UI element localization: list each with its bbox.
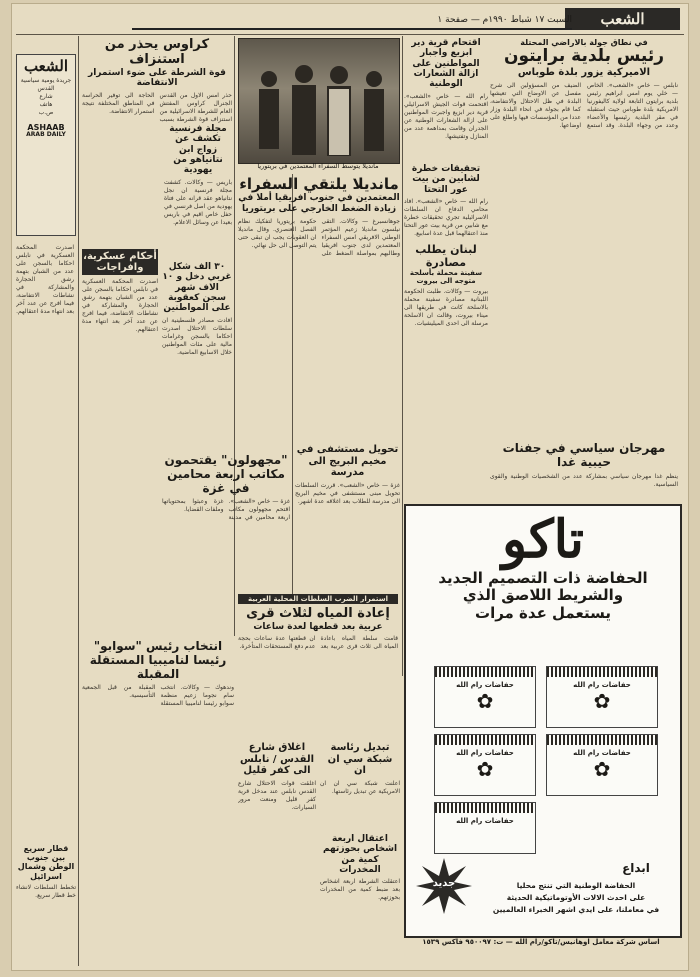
newspaper-page — [12, 4, 688, 970]
sidebar-line: جريدة يومية سياسية — [20, 77, 72, 85]
pack-label: حفاضات رام الله — [456, 749, 514, 757]
pack-label: حفاضات رام الله — [573, 749, 631, 757]
sidebar-logo: الشعب — [23, 57, 69, 75]
flower-icon: ✿ — [593, 757, 611, 782]
people-figures — [239, 39, 399, 163]
article-title: إعادة المياه لثلاث قرى — [246, 606, 390, 621]
article-body: اعلنت شبكة سي ان ان الامريكية عن تبديل رئاستها. — [320, 779, 400, 795]
article-title: مهرجان سياسي في جفنات حيبية غدا — [502, 441, 666, 469]
article-prisons — [82, 249, 158, 628]
article-title: "مجهولون" يقتحمون مكاتب اربعة محامين في غزة — [164, 453, 288, 495]
ad-slogan: في معاملنا، على ايدي اشهر الخبراء العالميين — [492, 905, 660, 914]
pack-label: حفاضات رام الله — [456, 681, 514, 689]
article-title: رئيس بلدية برايتون — [503, 46, 665, 67]
article-body: تخطط السلطات لانشاء خط قطار سريع. — [16, 883, 76, 899]
pack-stripe — [547, 735, 657, 745]
article-detention — [320, 834, 400, 958]
article-subtitle: المعتمدين في جنوب افريقيا أملا في زيادة الضغط الخارجي على بريتوريا — [238, 193, 400, 214]
article-body: اصدرت المحكمة العسكرية في نابلس احكاما بالسجن على عدد من الشبان بتهمة رشق الحجارة والمشاركة في نشاطات الانتفاضة، فيما افرج عن عدد آخر بعد انتهاء مدة اعتقالهم. — [82, 278, 158, 333]
pack-label: حفاضات رام الله — [456, 817, 514, 825]
sidebar-line: هاتف — [39, 101, 53, 109]
sidebar-info — [17, 75, 75, 119]
flower-icon: ✿ — [476, 689, 494, 714]
article-title: اقتحام قرية دير ابزيع واجبار المواطنين على ازالة الشعارات الوطنية — [411, 38, 481, 90]
product-pack — [546, 734, 658, 796]
ad-slogan: على احدث الالات الأوتوماتيكية الحديثة — [506, 893, 646, 902]
article-subtitle: الاميركية يزور بلدة طوباس — [517, 66, 651, 78]
article-body: رام الله — خاص «الشعب». اقتحمت قوات الجيش الاسرائيلي قرية دير ابزيع واجبرت المواطنين على ازالة الشعارات الوطنية عن الجدران وقامت بمداهمة عدد من المنازل وتفتيشها. — [404, 92, 488, 140]
article-body: باريس — وكالات. كشفت مجلة فرنسية ان نجل نتانياهو عقد قرانه على فتاة يهودية من اصل فرنسي في حفل خاص اقيم في باريس بعيدا عن وسائل الاعلام. — [164, 178, 232, 226]
column-rule — [78, 36, 79, 966]
pack-stripe — [435, 735, 535, 745]
date-line: السبت ١٧ شباط ١٩٩٠م — صفحة ١ — [132, 12, 572, 30]
ad-slogan: الحفاضة الوطنية التي تنتج محليا — [516, 881, 636, 890]
article-title: مجلة فرنسية تكشف عن زواج ابن نتانياهو من يهودية — [169, 124, 227, 176]
sidebar-line: شارع — [39, 93, 53, 101]
new-badge — [416, 858, 472, 914]
article-subtitle: سفينة محملة بأسلحة متوجه الى بيروت — [409, 269, 483, 286]
article-body: وندهوك — وكالات. انتخب سام نجوما زعيم منظمة سوابو رئيسا لناميبيا المستقلة المقبلة من قبل الجمعية التأسيسية. — [82, 684, 234, 708]
article-body: نابلس — خاص «الشعب». الخاص — خلي يوم امس ابراهيم رئيس بلدية برايتون التابعة لولاية كاليفورنيا الامريكية بلدة طوباس حيث استقبله في مقر البلدية رئيسها والأعضاء وعدد من وجهاء البلدة. وقد استمع الضيف من المسؤولين الى شرح مفصل عن الاوضاع التي تعيشها البلدة في ظل الاحتلال والانتفاضة، كما قام بجولة في انحاء البلدة وزار عددا من المؤسسات فيها واطلع على اوضاعها. — [490, 82, 678, 130]
flower-icon: ✿ — [476, 757, 494, 782]
article-body: افادت مصادر فلسطينية ان سلطات الاحتلال اصدرت احكاما بالسجن وغرامات مالية على مئات المواطنين خلال الاسابيع الماضية. — [162, 316, 232, 356]
article-water — [238, 594, 398, 735]
product-pack — [434, 734, 536, 796]
new-badge-label: جديد — [432, 878, 456, 889]
article-kicker: في نطاق جولة بالاراضي المحتلة — [520, 38, 648, 47]
ad-tagline: يستعمل عدة مرات — [475, 603, 611, 622]
product-pack — [546, 666, 658, 728]
product-pack — [434, 666, 536, 728]
article-title: مانديلا يلتقي السفراء — [239, 175, 399, 193]
article-body: غزة — خاص «الشعب». قررت السلطات تحويل مبنى مستشفى في مخيم البريج الى مدرسة للطلاب بعد اغلاقه عدة اشهر. — [295, 481, 400, 505]
article-body: اغلقت قوات الاحتلال شارع القدس نابلس عند مدخل قرية كفر قليل ومنعت مرور السيارات. — [238, 779, 316, 811]
mandela-photo — [238, 38, 400, 164]
article-body: قامت سلطة المياه باعادة المياه الى ثلاث قرى عربية بعد ان قطعتها عدة ساعات بحجة عدم دفع المستحقات المتأخرة. — [238, 635, 398, 651]
article-body: جوهانسبرغ — وكالات. التقى نيلسون مانديلا زعيم المؤتمر الوطني الافريقي امس السفراء المعتمدين لدى جنوب افريقيا وطالبهم بمواصلة الضغط على حكومة بريتوريا لتفكيك نظام الفصل العنصري. وقال مانديلا ان العقوبات يجب ان تبقى حتى يتم التوصل الى حل نهائي. — [238, 217, 400, 257]
masthead-sidebar — [16, 54, 76, 236]
photo-caption: مانديلا يتوسط السفراء المعتمدين في بريتوريا — [257, 162, 379, 170]
ad-brand: تاكو — [502, 509, 584, 570]
masthead: الشعب — [565, 8, 680, 30]
article-title: ٣٠ الف شكل غربي دخل و ١٠ الاف شهر سجن كعقوبة على المواطنين — [162, 262, 232, 314]
ad-tagline: الحفاضة ذات التصميم الجديد — [438, 569, 648, 587]
article-title: أحكام عسكرية، وافراجات — [83, 251, 157, 273]
article-title: قطار سريع بين جنوب الوطن وشمال اسرائيل — [17, 844, 75, 881]
article-road — [238, 742, 316, 850]
tako-advert — [404, 504, 682, 938]
article-namibia — [82, 640, 234, 914]
article-lebanon — [404, 244, 488, 488]
article-subtitle: قوة الشرطة على ضوء استمرار الانتفاضة — [88, 67, 226, 89]
article-body: حذر امس الاول من القدس الجنرال كراوس المفتش العام للشرطة الاسرائيلية من استنزاف قوة الشرطة بسبب الحاجة الى توفير الحراسة في المناطق المختلفة نتيجة استمرار الانتفاضة. — [82, 91, 232, 123]
ad-tagline: والشريط اللاصق الذي — [462, 586, 624, 605]
article-subtitle: عربية بعد قطعها لعدة ساعات — [253, 621, 383, 632]
article-body: ينظم غدا مهرجان سياسي بمشاركة عدد من الشخصيات الوطنية والقوى السياسية. — [490, 472, 678, 488]
article-title: انتخاب رئيس "سوابو" رئيسا لناميبيا المستقلة المقبلة — [89, 639, 227, 681]
article-hospital — [295, 444, 400, 582]
article-tour — [490, 38, 678, 462]
product-pack — [434, 802, 536, 854]
article-body: رام الله — خاص «الشعب». افاد محامي الدفاع ان السلطات الاسرائيلية تجري تحقيقات خطرة مع شابين من قرية بيت عور التحتا منذ اعتقالهما قبل عدة اسابيع. — [404, 198, 488, 238]
sidebar-line: القدس — [37, 85, 55, 93]
article-border — [162, 262, 232, 467]
article-body: غزة — خاص «الشعب». اقتحم مجهولون مكاتب اربعة محامين في مدينة غزة وعبثوا بمحتوياتها وملفات القضايا. — [162, 498, 290, 522]
article-train — [16, 844, 76, 944]
article-kicker: استمرار الضرب السلطات المحلية العربية — [238, 594, 398, 604]
ad-innovation: ابداع — [622, 861, 650, 875]
sidebar-latin: ASHAAB — [27, 123, 65, 133]
header-rule — [16, 34, 684, 35]
article-body: اعتقلت الشرطة اربعة اشخاص بعد ضبط كمية من المخدرات بحوزتهم. — [320, 878, 400, 902]
sidebar-line: ص.ب — [38, 109, 54, 117]
column-rule — [402, 36, 403, 676]
pack-label: حفاضات رام الله — [573, 681, 631, 689]
sidebar-latin-sub: ARAB DAILY — [26, 131, 66, 139]
pack-stripe — [435, 803, 535, 813]
flower-icon: ✿ — [593, 689, 611, 714]
article-title: تحويل مستشفى في مخيم البريج الى مدرسة — [296, 444, 399, 478]
ad-footer: اساس شركة معامل اوهانيس/تاكو/رام الله — ت: ٩٥٠٠٩٧ فاكس ١٥٣٩ — [422, 938, 660, 946]
article-title: كراوس يحذر من استنزاف — [104, 37, 210, 67]
article-title: تحقيقات خطرة لشابين من بيت عور التحتا — [411, 164, 481, 195]
article-title: تبديل رئاسة شبكة سي ان ان — [327, 742, 393, 776]
left-column-text: اصدرت المحكمة العسكرية في نابلس احكاما بالسجن على عدد من الشبان بتهمة رشق الحجارة والمشاركة في نشاطات الانتفاضة، فيما افرج عن عدد آخر بعد انتهاء مدة اعتقالهم. — [16, 244, 74, 315]
pack-stripe — [435, 667, 535, 677]
article-title: اغلاق شارع القدس / نابلس الى كفر قليل — [239, 742, 315, 776]
article-network — [320, 742, 400, 820]
article-body: بيروت — وكالات. طلبت الحكومة اللبنانية مصادرة سفينة محملة بالاسلحة كانت في طريقها الى ميناء بيروت، وقالت ان الاسلحة مرسلة الى احدى الميليشيات. — [404, 288, 488, 328]
article-mandela — [238, 176, 400, 448]
article-title: اعتقال اربعة اشخاص بحوزتهم كمية من المخدرات — [322, 834, 398, 876]
pack-stripe — [547, 667, 657, 677]
article-storm — [404, 38, 488, 173]
article-title: لبنان يطلب مصادرة — [415, 243, 477, 269]
